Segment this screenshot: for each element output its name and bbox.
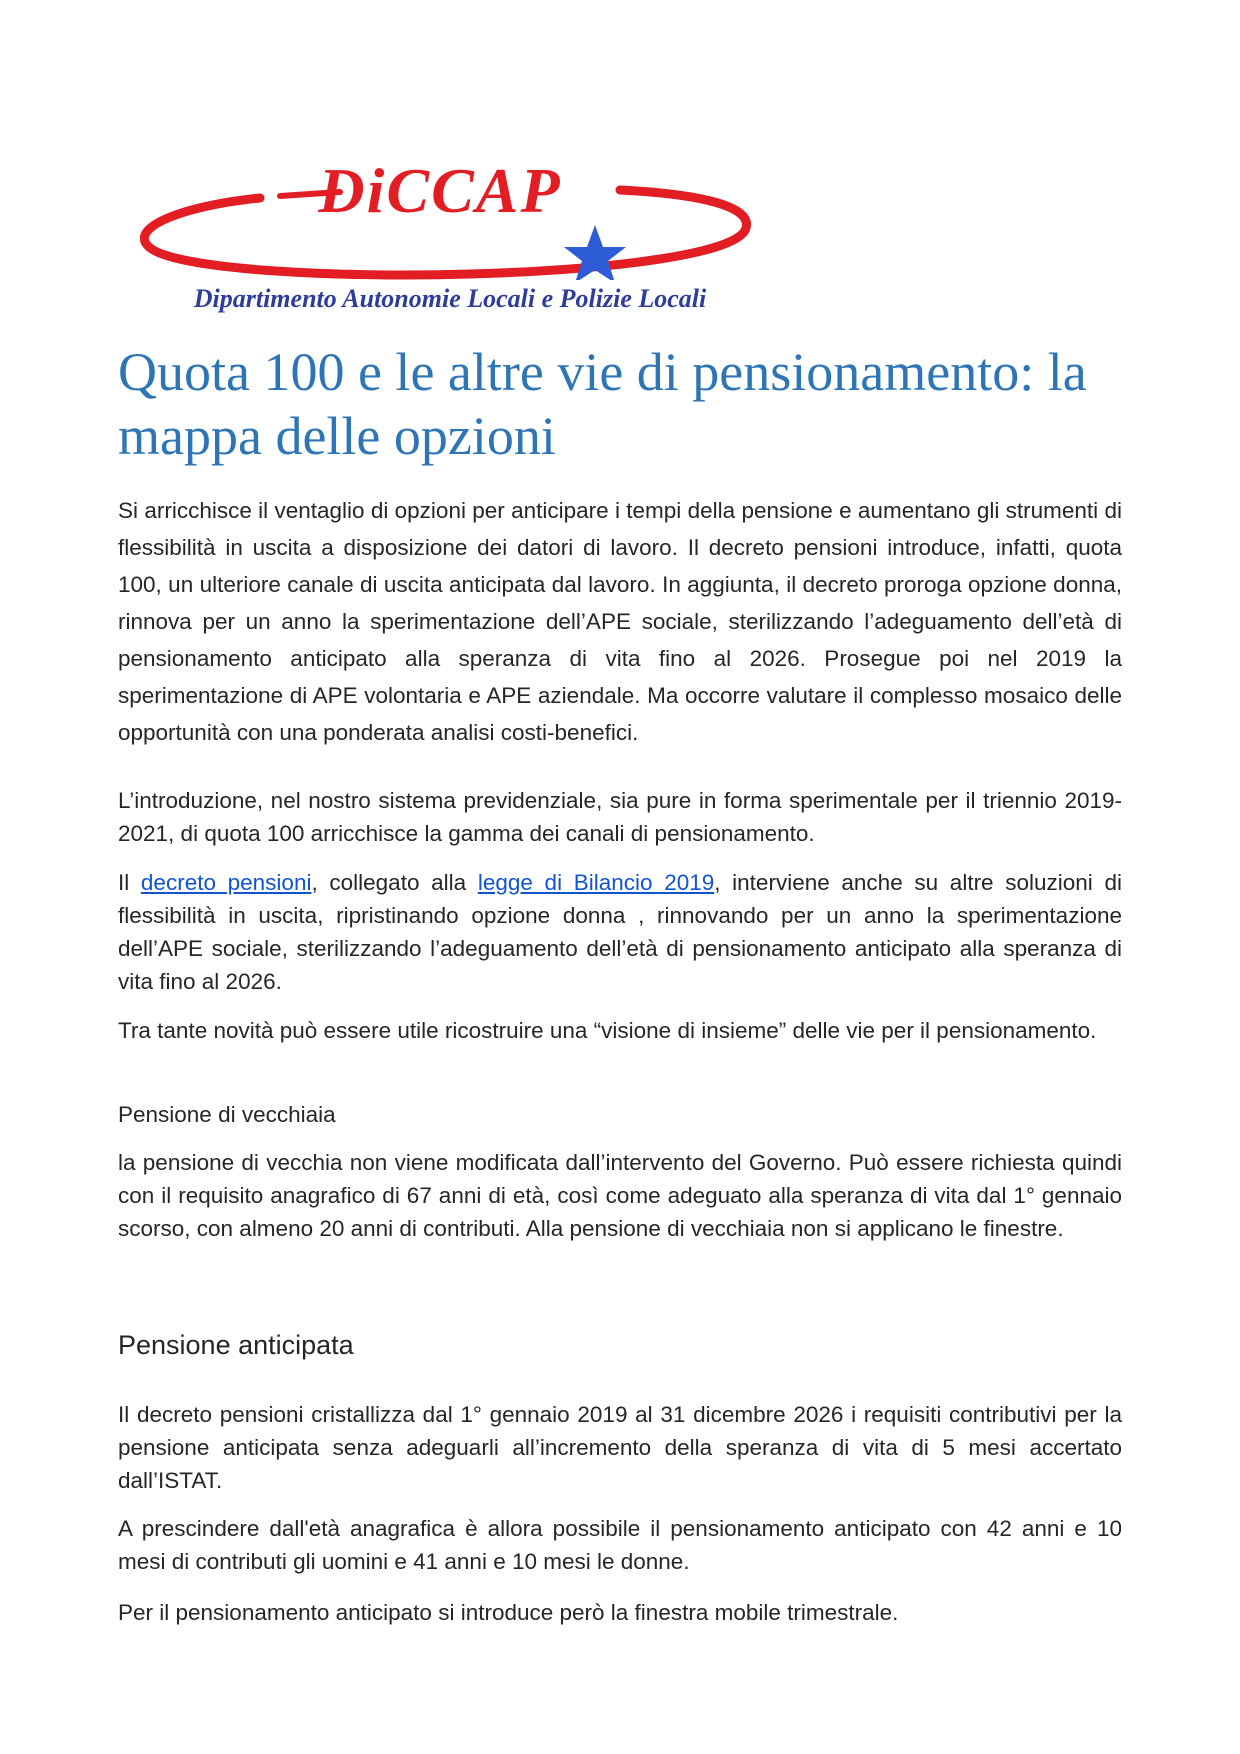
subheading-vecchiaia: Pensione di vecchiaia <box>118 1102 336 1127</box>
diccap-emblem <box>140 150 760 280</box>
paragraph-intro: Si arricchisce il ventaglio di opzioni per anticipare i tempi della pensione e aumentano gli strumenti di flessibilità in uscita a disposizione dei datori di lavoro. Il decreto pensioni introduce, infatti, quota 100, un ulteriore canale di uscita anticipata dal lavoro. In aggiunta, il decreto proroga opzione donna, rinnova per un anno la sperimentazione dell’APE sociale, sterilizzando l’adeguamento dell’età di pensionamento anticipato alla speranza di vita fino al 2026. Prosegue poi nel 2019 la sperimentazione di APE volontaria e APE aziendale. Ma occorre valutare il complesso mosaico delle opportunità con una ponderata analisi costi-benefici. <box>118 498 1122 745</box>
p3-text-post: , interviene anche su altre soluzioni di flessibilità in uscita, ripristinando opzione donna , rinnovando per un anno la sperimentazione dell’APE sociale, sterilizzando l’adeguamento dell’età di pensionamento anticipato alla speranza di vita fino al 2026. <box>118 870 1122 994</box>
page-title: Quota 100 e le altre vie di pensionamento: la mappa delle opzioni <box>118 342 1087 466</box>
section-heading-anticipata: Pensione anticipata <box>118 1330 354 1360</box>
paragraph-quota100: L’introduzione, nel nostro sistema previdenziale, sia pure in forma sperimentale per il triennio 2019-2021, di quota 100 arricchisce la gamma dei canali di pensionamento. <box>118 788 1122 846</box>
paragraph-anticipata-2: A prescindere dall'età anagrafica è allora possibile il pensionamento anticipato con 42 anni e 10 mesi di contributi gli uomini e 41 anni e 10 mesi le donne. <box>118 1516 1122 1574</box>
paragraph-anticipata-1: Il decreto pensioni cristallizza dal 1° gennaio 2019 al 31 dicembre 2026 i requisiti contributivi per la pensione anticipata senza adeguarli all’incremento della speranza di vita di 5 mesi accertato dall’ISTAT. <box>118 1402 1122 1493</box>
paragraph-visione: Tra tante novità può essere utile ricostruire una “visione di insieme” delle vie per il pensionamento. <box>118 1018 1097 1043</box>
paragraph-decreto <box>118 866 1122 998</box>
logo-wordmark: DiCCAP <box>318 155 562 226</box>
paragraph-anticipata-3: Per il pensionamento anticipato si introduce però la finestra mobile trimestrale. <box>118 1600 899 1625</box>
p3-text-mid: , collegato alla <box>311 870 478 895</box>
diccap-logo <box>140 150 760 320</box>
link-legge-bilancio-2019[interactable]: legge di Bilancio 2019 <box>477 870 715 895</box>
paragraph-vecchiaia: la pensione di vecchia non viene modificata dall’intervento del Governo. Può essere richiesta quindi con il requisito anagrafico di 67 anni di età, così come adeguato alla speranza di vita dal 1° gennaio scorso, con almeno 20 anni di contributi. Alla pensione di vecchiaia non si applicano le finestre. <box>118 1150 1122 1241</box>
logo-subtitle: Dipartimento Autonomie Locali e Polizie Locali <box>193 284 707 313</box>
p3-text-pre: Il <box>118 870 141 895</box>
link-decreto-pensioni[interactable]: decreto pensioni <box>140 870 312 895</box>
